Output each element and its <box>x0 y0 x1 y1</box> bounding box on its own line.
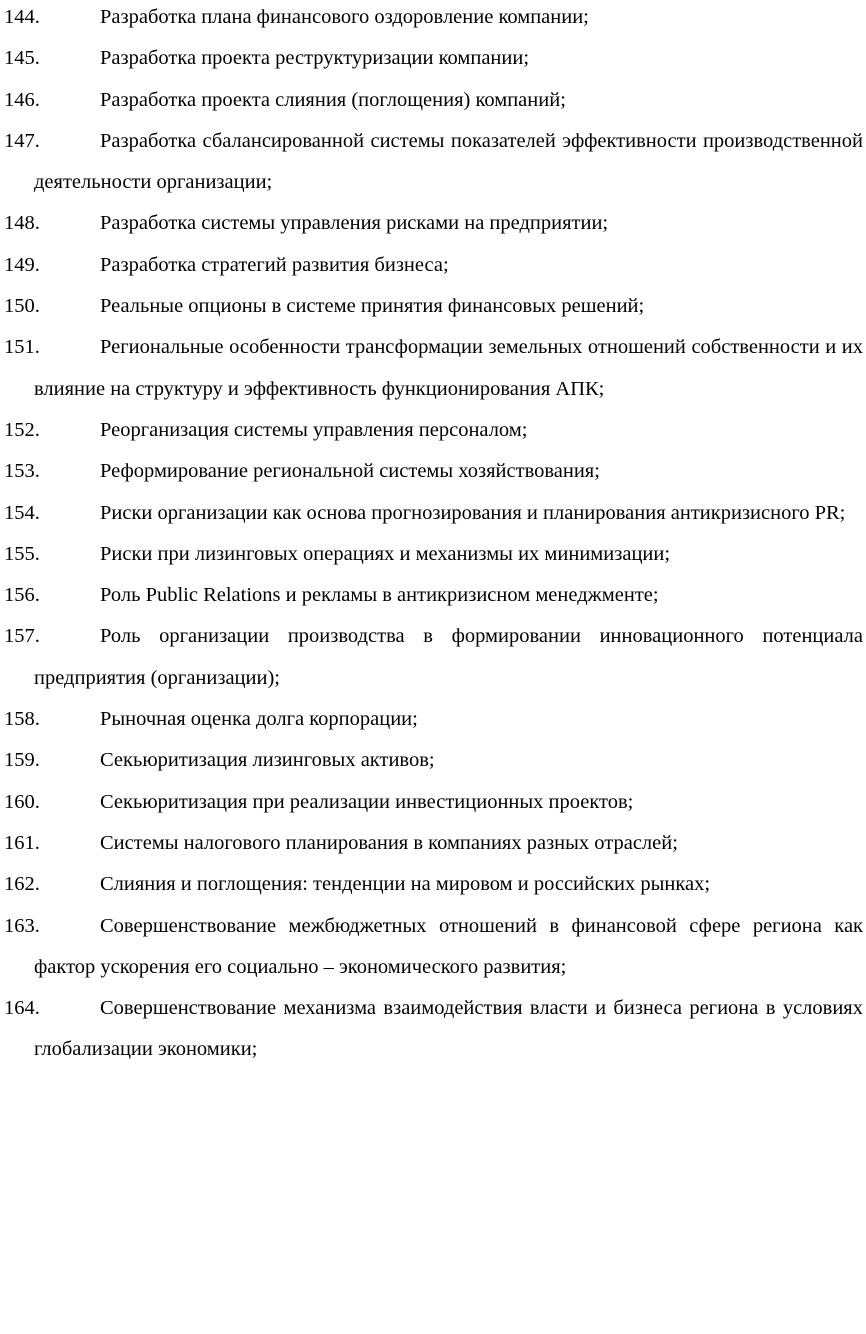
list-item <box>0 988 866 1071</box>
item-number: 157. <box>4 625 40 648</box>
item-number: 155. <box>4 542 40 565</box>
item-text: Разработка плана финансового оздоровление компании; <box>100 6 589 28</box>
item-number: 160. <box>4 790 40 813</box>
item-text: Реорганизация системы управления персоналом; <box>100 418 528 441</box>
item-text: Роль организации производства в формировании инновационного потенциала предприятия (организации); <box>34 625 863 689</box>
item-text: Региональные особенности трансформации земельных отношений собственности и их влияние на структуру и эффективность функционирования АПК; <box>34 336 863 400</box>
item-text: Риски при лизинговых операциях и механизмы их минимизации; <box>100 542 671 565</box>
list-item <box>0 616 866 699</box>
list-item <box>0 245 866 286</box>
item-text: Реальные опционы в системе принятия финансовых решений; <box>100 295 645 318</box>
item-text: Рыночная оценка долга корпорации; <box>100 708 418 731</box>
list-item <box>0 782 866 823</box>
list-item <box>0 38 866 79</box>
list-item <box>0 203 866 244</box>
item-number: 150. <box>4 295 40 318</box>
item-number: 144. <box>4 6 40 28</box>
item-number: 164. <box>4 997 40 1020</box>
item-number: 145. <box>4 47 40 70</box>
item-text: Риски организации как основа прогнозирования и планирования антикризисного PR; <box>100 501 846 524</box>
list-item <box>0 534 866 575</box>
item-text: Системы налогового планирования в компаниях разных отраслей; <box>100 831 678 854</box>
item-number: 151. <box>4 336 40 359</box>
item-number: 156. <box>4 584 40 607</box>
list-item <box>0 327 866 410</box>
item-number: 153. <box>4 460 40 483</box>
item-text: Совершенствование механизма взаимодействия власти и бизнеса региона в условиях глобализации экономики; <box>34 997 863 1061</box>
item-number: 162. <box>4 873 40 896</box>
item-text: Секьюритизация лизинговых активов; <box>100 749 435 772</box>
item-text: Секьюритизация при реализации инвестиционных проектов; <box>100 790 634 813</box>
item-number: 147. <box>4 129 40 152</box>
list-item <box>0 286 866 327</box>
list-item <box>0 823 866 864</box>
item-text: Разработка проекта реструктуризации компании; <box>100 47 530 70</box>
list-item <box>0 451 866 492</box>
list-item <box>0 906 866 989</box>
item-number: 158. <box>4 708 40 731</box>
item-text: Слияния и поглощения: тенденции на мировом и российских рынках; <box>100 873 711 896</box>
item-text: Разработка проекта слияния (поглощения) компаний; <box>100 88 566 111</box>
item-text: Роль Public Relations и рекламы в антикризисном менеджменте; <box>100 584 659 607</box>
list-item <box>0 0 866 38</box>
item-number: 152. <box>4 418 40 441</box>
item-number: 148. <box>4 212 40 235</box>
list-item <box>0 864 866 905</box>
list-item <box>0 740 866 781</box>
list-item <box>0 575 866 616</box>
item-text: Разработка сбалансированной системы показателей эффективности производственной деятельности организации; <box>34 129 863 194</box>
item-number: 146. <box>4 88 40 111</box>
item-number: 159. <box>4 749 40 772</box>
item-text: Совершенствование межбюджетных отношений в финансовой сфере региона как фактор ускорения его социально – экономического развития; <box>34 914 863 978</box>
item-text: Разработка системы управления рисками на предприятии; <box>100 212 609 235</box>
item-number: 154. <box>4 501 40 524</box>
list-item <box>0 493 866 534</box>
item-text: Разработка стратегий развития бизнеса; <box>100 253 449 276</box>
item-number: 149. <box>4 253 40 276</box>
item-number: 161. <box>4 831 40 854</box>
item-number: 163. <box>4 914 40 937</box>
list-item <box>0 121 866 204</box>
list-item <box>0 410 866 451</box>
item-text: Реформирование региональной системы хозяйствования; <box>100 460 600 483</box>
list-item <box>0 80 866 121</box>
list-item <box>0 699 866 740</box>
